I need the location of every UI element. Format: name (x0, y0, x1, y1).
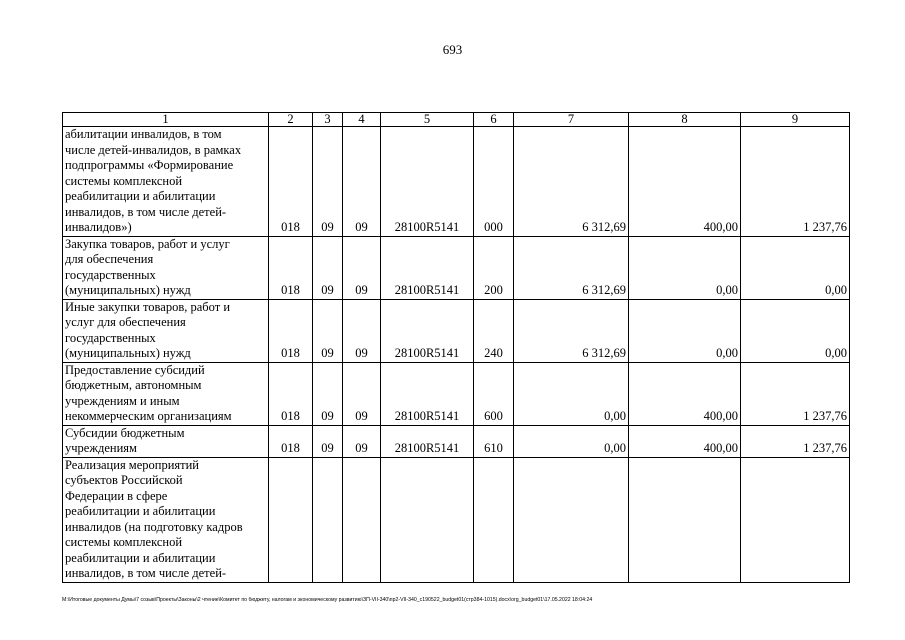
page-number: 693 (442, 42, 463, 57)
table-row (63, 236, 850, 299)
description-line: системы комплексной (65, 173, 183, 188)
row-description (63, 236, 269, 299)
description-line: Предоставление субсидий (65, 362, 205, 377)
description-line: абилитации инвалидов, в том (65, 127, 222, 141)
description-line: Иные закупки товаров, работ и (65, 299, 231, 314)
description-line: государственных (65, 330, 156, 345)
column-header: 6 (474, 113, 514, 127)
section-code: 09 (313, 236, 343, 299)
description-line: (муниципальных) нужд (65, 346, 191, 360)
section-code (313, 457, 343, 582)
amount-col8: 400,00 (629, 127, 741, 237)
section-code: 09 (313, 362, 343, 425)
description-line: инвалидов») (65, 220, 132, 234)
subsection-code: 09 (343, 425, 381, 457)
table-row (63, 127, 850, 237)
description-line: услуг для обеспечения (65, 315, 186, 329)
ministry-code: 018 (269, 425, 313, 457)
description-line: субъектов Российской (65, 473, 183, 487)
amount-col8 (629, 457, 741, 582)
description-line: Реализация мероприятий (65, 457, 199, 472)
amount-col9: 1 237,76 (741, 362, 850, 425)
description-line: инвалидов (на подготовку кадров (65, 519, 243, 534)
expense-type-code: 600 (474, 362, 514, 425)
expense-type-code: 200 (474, 236, 514, 299)
section-code: 09 (313, 425, 343, 457)
amount-col9 (741, 457, 850, 582)
description-line: реабилитации и абилитации (65, 189, 216, 203)
target-article-code: 28100R5141 (381, 362, 474, 425)
description-line: Федерации в сфере (65, 488, 168, 503)
expense-type-code: 000 (474, 127, 514, 237)
amount-col9: 0,00 (741, 299, 850, 362)
description-line: государственных (65, 267, 156, 282)
subsection-code (343, 457, 381, 582)
ministry-code: 018 (269, 127, 313, 237)
description-line: инвалидов, в том числе детей- (65, 566, 227, 580)
amount-col8: 400,00 (629, 362, 741, 425)
amount-col7: 0,00 (514, 362, 629, 425)
expense-type-code (474, 457, 514, 582)
column-header: 5 (381, 113, 474, 127)
subsection-code: 09 (343, 236, 381, 299)
target-article-code: 28100R5141 (381, 127, 474, 237)
subsection-code: 09 (343, 127, 381, 237)
amount-col7: 0,00 (514, 425, 629, 457)
column-header: 2 (269, 113, 313, 127)
description-line: бюджетным, автономным (65, 378, 202, 392)
column-header: 8 (629, 113, 741, 127)
row-description (63, 425, 269, 457)
table-row (63, 425, 850, 457)
description-line: Закупка товаров, работ и услуг (65, 236, 230, 251)
ministry-code (269, 457, 313, 582)
expense-type-code: 610 (474, 425, 514, 457)
section-code: 09 (313, 127, 343, 237)
target-article-code: 28100R5141 (381, 425, 474, 457)
amount-col8: 0,00 (629, 299, 741, 362)
table-row (63, 299, 850, 362)
amount-col8: 400,00 (629, 425, 741, 457)
description-line: системы комплексной (65, 535, 183, 549)
column-header: 4 (343, 113, 381, 127)
subsection-code: 09 (343, 362, 381, 425)
column-header: 3 (313, 113, 343, 127)
expense-type-code: 240 (474, 299, 514, 362)
ministry-code: 018 (269, 299, 313, 362)
column-header: 9 (741, 113, 850, 127)
budget-table (62, 112, 850, 583)
section-code: 09 (313, 299, 343, 362)
row-description (63, 127, 269, 237)
table-row (63, 362, 850, 425)
target-article-code: 28100R5141 (381, 236, 474, 299)
row-description (63, 457, 269, 582)
description-line: числе детей-инвалидов, в рамках (65, 142, 242, 157)
file-path-footer: M:\Итоговые документы Думы\7 созыв\Проекты\Законы\2 чтение\Комитет по бюджету, налогам и экономическому развитию\ЗП-VII-340\пр2-VII-340_с190522_budget01(стр384-1015).docx\org_budget01\17.05.2022 18:04:24 (62, 597, 593, 603)
description-line: инвалидов, в том числе детей- (65, 204, 227, 219)
table-row (63, 457, 850, 582)
row-description (63, 299, 269, 362)
ministry-code: 018 (269, 236, 313, 299)
amount-col7: 6 312,69 (514, 127, 629, 237)
amount-col8: 0,00 (629, 236, 741, 299)
description-line: реабилитации и абилитации (65, 550, 216, 565)
description-line: для обеспечения (65, 252, 154, 266)
amount-col7 (514, 457, 629, 582)
description-line: учреждениям и иным (65, 393, 180, 408)
amount-col9: 1 237,76 (741, 425, 850, 457)
description-line: подпрограммы «Формирование (65, 158, 234, 172)
description-line: учреждениям (65, 441, 137, 455)
amount-col7: 6 312,69 (514, 236, 629, 299)
description-line: некоммерческим организациям (65, 409, 232, 423)
column-header: 7 (514, 113, 629, 127)
ministry-code: 018 (269, 362, 313, 425)
description-line: реабилитации и абилитации (65, 504, 216, 518)
header-row (63, 113, 850, 127)
target-article-code (381, 457, 474, 582)
column-header: 1 (63, 113, 269, 127)
amount-col9: 0,00 (741, 236, 850, 299)
amount-col9: 1 237,76 (741, 127, 850, 237)
description-line: (муниципальных) нужд (65, 283, 191, 297)
amount-col7: 6 312,69 (514, 299, 629, 362)
row-description (63, 362, 269, 425)
target-article-code: 28100R5141 (381, 299, 474, 362)
description-line: Субсидии бюджетным (65, 425, 185, 440)
subsection-code: 09 (343, 299, 381, 362)
